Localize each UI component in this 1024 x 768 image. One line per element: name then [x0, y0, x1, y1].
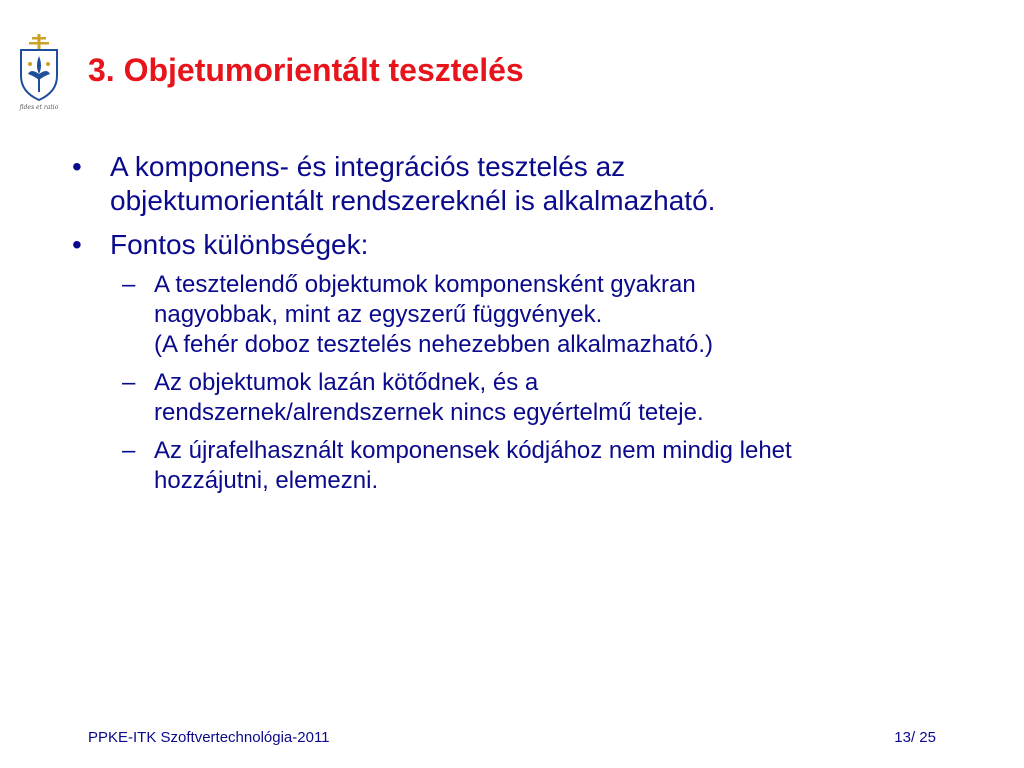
university-crest-icon: [16, 34, 62, 112]
crest-dot-left: [28, 62, 32, 66]
bullet-marker: •: [72, 151, 82, 182]
bullet-text-line: objektumorientált rendszereknél is alkalmazható.: [110, 185, 716, 216]
sub-bullet-text-line: A tesztelendő objektumok komponensként gyakran: [154, 271, 696, 298]
sub-bullet-item: [72, 368, 972, 428]
sub-bullet-marker: –: [122, 437, 136, 464]
crest-lily-stem: [38, 78, 40, 92]
sub-bullet-text-line: (A fehér doboz tesztelés nehezebben alkalmazható.): [154, 331, 714, 358]
sub-bullet-marker: –: [122, 369, 136, 396]
bullet-item: [72, 150, 972, 218]
bullet-list: [72, 150, 972, 504]
crest-cross-bar-bottom: [29, 42, 49, 45]
bullet-text-line: Fontos különbségek:: [110, 229, 369, 260]
sub-bullet-item: [72, 436, 972, 496]
bullet-item: [72, 228, 972, 262]
crest-motto: fides et ratio: [19, 104, 59, 111]
sub-bullet-text-line: rendszernek/alrendszernek nincs egyértelmű teteje.: [154, 399, 704, 426]
crest-cross-bar-top: [32, 37, 46, 40]
footer-course-label: PPKE-ITK Szoftvertechnológia-2011: [88, 729, 330, 746]
sub-bullet-text-line: hozzájutni, elemezni.: [154, 467, 379, 494]
sub-bullet-item: [72, 270, 972, 360]
bullet-text-line: A komponens- és integrációs tesztelés az: [110, 151, 626, 182]
sub-bullet-text-line: Az újrafelhasznált komponensek kódjához nem mindig lehet: [154, 437, 792, 464]
footer-page-number: 13/ 25: [894, 729, 936, 746]
slide-title: 3. Objetumorientált tesztelés: [88, 52, 524, 88]
crest-dot-right: [46, 62, 50, 66]
sub-bullet-text-line: Az objektumok lazán kötődnek, és a: [154, 369, 539, 396]
sub-bullet-marker: –: [122, 271, 136, 298]
bullet-marker: •: [72, 229, 82, 260]
sub-bullet-list: [72, 270, 972, 496]
sub-bullet-text-line: nagyobbak, mint az egyszerű függvények.: [154, 301, 603, 328]
